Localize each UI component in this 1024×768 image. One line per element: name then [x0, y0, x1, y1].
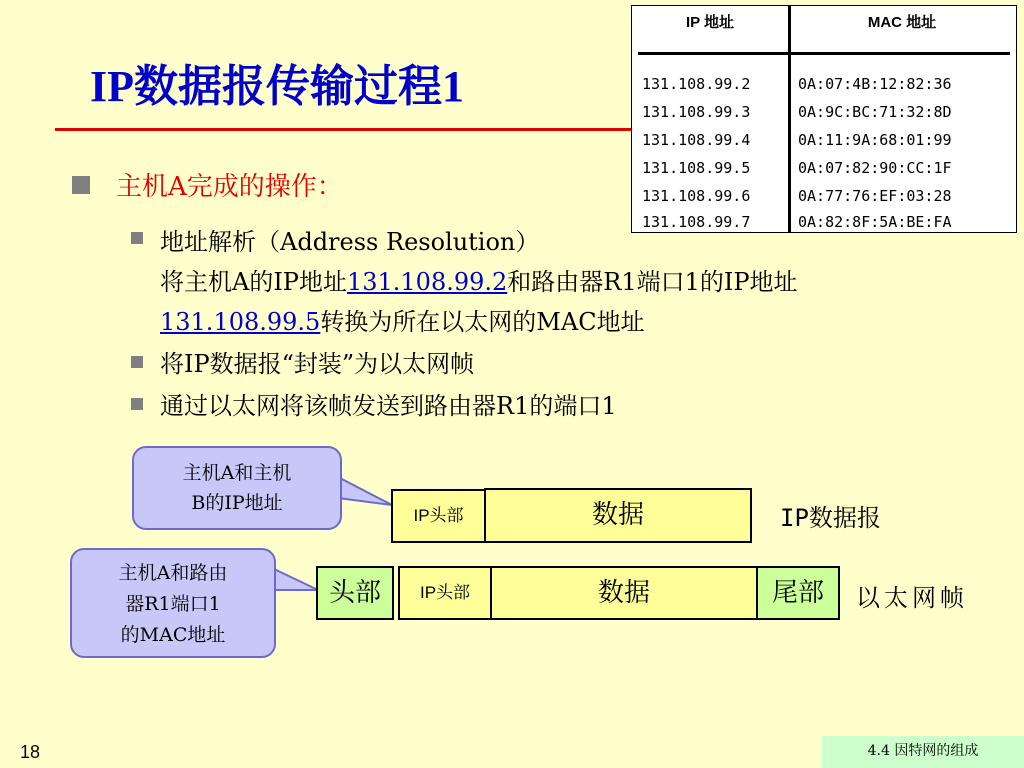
bullet-main: 主机A完成的操作： — [116, 172, 343, 202]
data-box: 数据 — [484, 488, 752, 543]
callout-text: 主机A和主机 — [182, 462, 292, 484]
callout-text: 器R1端口1 — [125, 593, 221, 615]
bullet-send-frame: 通过以太网将该帧发送到路由器R1的端口1 — [160, 392, 617, 420]
frame-trailer-box: 尾部 — [756, 566, 840, 620]
mac-cell: 0A:9C:BC:71:32:8D — [798, 103, 952, 121]
frame-ip-header-box: IP头部 — [398, 566, 492, 620]
callout-text: B的IP地址 — [191, 492, 283, 514]
ethernet-frame-label: 以太网帧 — [856, 584, 968, 612]
detail-text: 将主机A的IP地址 — [160, 268, 347, 296]
frame-data-box: 数据 — [490, 566, 758, 620]
mac-cell: 0A:77:76:EF:03:28 — [798, 187, 952, 205]
frame-header-box: 头部 — [316, 566, 394, 620]
mac-cell: 0A:07:82:90:CC:1F — [798, 159, 952, 177]
page-number: 18 — [20, 742, 41, 762]
detail-text: 和路由器R1端口1的IP地址 — [507, 268, 798, 296]
bullet-address-resolution: 地址解析（Address Resolution） — [160, 228, 540, 256]
ip-cell: 131.108.99.2 — [642, 75, 751, 93]
ip-cell: 131.108.99.3 — [642, 103, 751, 121]
callout-text: 主机A和路由 — [118, 562, 228, 584]
callout-text: 的MAC地址 — [120, 624, 226, 646]
ip-header-box: IP头部 — [391, 489, 486, 543]
bullet-encapsulate: 将IP数据报“封装”为以太网帧 — [160, 350, 475, 378]
mac-column-header: MAC 地址 — [867, 14, 937, 31]
page-title: IP数据报传输过程1 — [90, 62, 464, 111]
mac-cell: 0A:11:9A:68:01:99 — [798, 131, 952, 149]
callout-mac-addresses — [70, 548, 276, 658]
ip-column-header: IP 地址 — [685, 14, 735, 31]
host-ip-link[interactable]: 131.108.99.2 — [346, 268, 508, 296]
ip-cell: 131.108.99.4 — [642, 131, 751, 149]
mac-cell: 0A:82:8F:5A:BE:FA — [798, 213, 952, 231]
router-ip-link[interactable]: 131.108.99.5 — [160, 308, 321, 336]
ip-cell: 131.108.99.6 — [642, 187, 751, 205]
callout-ip-addresses — [132, 446, 342, 530]
ip-cell: 131.108.99.5 — [642, 159, 751, 177]
ip-datagram-label: IP数据报 — [780, 504, 881, 532]
callout2-pointer — [272, 568, 318, 590]
detail-text: 转换为所在以太网的MAC地址 — [320, 308, 645, 336]
ip-cell: 131.108.99.7 — [642, 213, 751, 231]
callout1-pointer — [338, 477, 392, 505]
mac-cell: 0A:07:4B:12:82:36 — [798, 75, 952, 93]
footer-section-label: 4.4 因特网的组成 — [822, 736, 1024, 768]
